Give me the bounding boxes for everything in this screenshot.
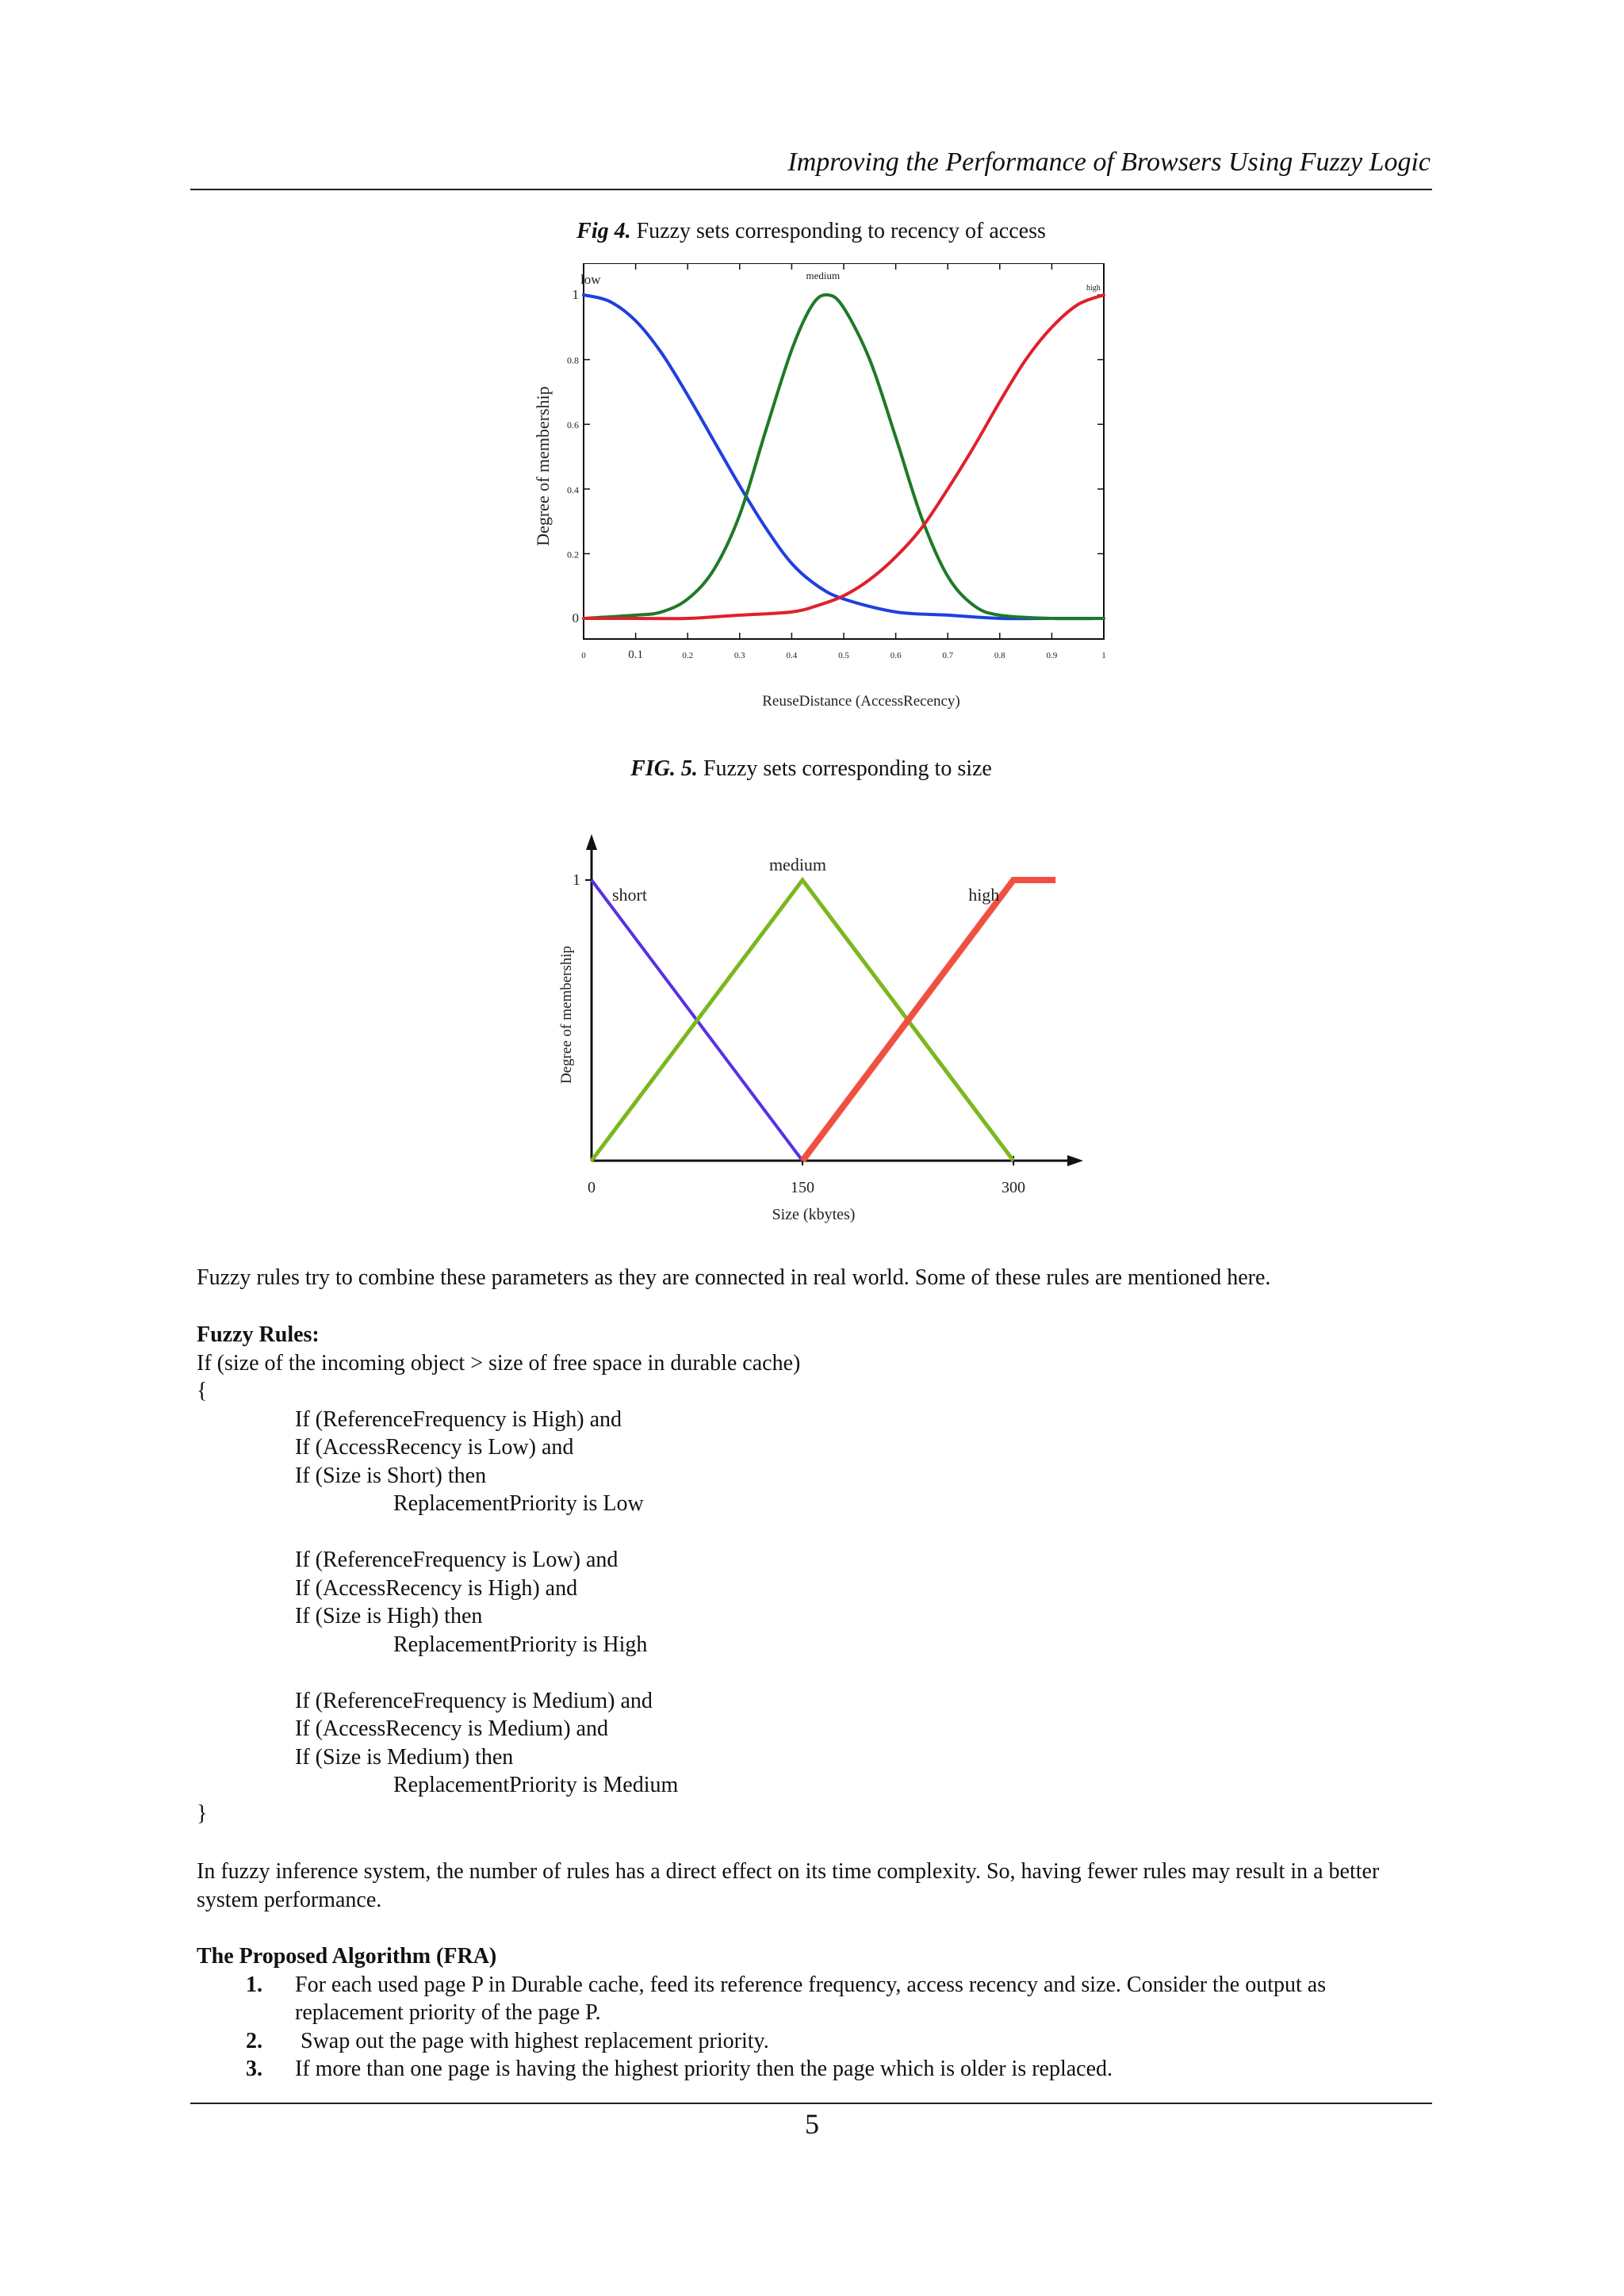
fig4-x-tick-label: 0.5	[838, 651, 849, 660]
fig4-x-tick-label: 0.2	[682, 651, 694, 660]
rule-line: If (AccessRecency is Medium) and	[295, 1716, 608, 1741]
footer-rule	[190, 2103, 1432, 2104]
fig4-chart	[523, 263, 1110, 723]
fig4-y-tick-label: 0	[572, 610, 579, 626]
step-number: 2.	[246, 2028, 262, 2053]
rule-line: If (ReferenceFrequency is Low) and	[295, 1548, 619, 1572]
fig4-y-tick-label: 0.8	[567, 354, 579, 366]
fig4-series-low-line	[584, 295, 1104, 618]
rule-consequent: ReplacementPriority is Low	[393, 1491, 644, 1516]
fig4-plot-frame	[584, 263, 1104, 639]
algorithm-section	[197, 1942, 1431, 2084]
fig5-y-axis-arrow	[586, 834, 597, 850]
fig4-y-axis-label: Degree of membership	[533, 386, 553, 546]
fuzzy-rules-heading: Fuzzy Rules:	[197, 1322, 320, 1347]
step-text: Swap out the page with highest replacement priority.	[295, 2028, 769, 2053]
rule-line: If (Size is High) then	[295, 1604, 483, 1628]
algorithm-step	[197, 2027, 1431, 2056]
fig5-ticks	[573, 871, 1025, 1196]
fig5-label-medium: medium	[768, 855, 827, 874]
fig5-label-high: high	[968, 885, 1000, 905]
rule-line: If (AccessRecency is Low) and	[295, 1435, 574, 1460]
rule-line: If (Size is Medium) then	[295, 1744, 514, 1770]
page-number: 5	[805, 2108, 819, 2140]
fig5-x-tick-label: 300	[1002, 1179, 1025, 1196]
fig5-caption-text: Fuzzy sets corresponding to size	[697, 756, 992, 781]
rule-line: If (AccessRecency is High) and	[295, 1575, 578, 1601]
fig4-x-tick-label: 0	[581, 651, 586, 660]
step-text: If more than one page is having the highest priority then the page which is older is replaced.	[295, 2057, 1113, 2081]
fig4-plot-border	[584, 263, 1104, 639]
fig5-caption-label: FIG. 5.	[630, 756, 698, 781]
fig5-series-high-line	[802, 880, 1055, 1161]
complexity-paragraph: In fuzzy inference system, the number of rules has a direct effect on its time complexity. So, having fewer rules may result in a better system performance.	[197, 1859, 1380, 1912]
fig5-x-axis-arrow	[1067, 1155, 1083, 1166]
fig4-x-tick-label: 0.1	[628, 649, 643, 661]
fig5-series-group	[592, 880, 1055, 1161]
fig5-chart	[547, 825, 1102, 1237]
fig4-x-tick-label: 0.4	[786, 651, 798, 660]
fig4-x-ticks	[581, 263, 1106, 661]
step-number: 1.	[246, 1972, 262, 1997]
fig4-series-group	[584, 295, 1104, 618]
fig5-x-tick-label: 0	[588, 1179, 596, 1196]
fig4-caption	[190, 219, 1432, 244]
rule-line: If (ReferenceFrequency is Medium) and	[295, 1688, 653, 1713]
fig4-x-tick-label: 1	[1101, 651, 1106, 660]
header-rule	[190, 189, 1432, 190]
rule-spacer	[197, 1659, 1431, 1687]
fig4-y-tick-label: 0.2	[567, 549, 579, 561]
fig4-x-axis-label: ReuseDistance (AccessRecency)	[762, 693, 960, 710]
fig4-x-tick-label: 0.6	[890, 651, 902, 660]
fig4-x-tick-label: 0.7	[942, 651, 954, 660]
fig4-x-tick-label: 0.9	[1046, 651, 1058, 660]
fig4-label-low: low	[580, 272, 601, 287]
rule-spacer	[197, 1518, 1431, 1547]
algorithm-step	[197, 1971, 1431, 2027]
running-title: Improving the Performance of Browsers Using Fuzzy Logic	[787, 147, 1431, 177]
fig5-label-short: short	[612, 885, 647, 905]
step-text: For each used page P in Durable cache, feed its reference frequency, access recency and size. Consider the output as replacement priority of the page P.	[295, 1972, 1327, 2025]
fig5-x-tick-label: 150	[791, 1179, 814, 1196]
open-brace: {	[197, 1379, 208, 1403]
fig5-y-axis-label: Degree of membership	[558, 945, 575, 1085]
fig4-series-high-line	[584, 295, 1104, 618]
fig5-caption	[190, 756, 1432, 782]
fig4-caption-text: Fuzzy sets corresponding to recency of access	[630, 219, 1046, 243]
fig4-series-labels	[580, 270, 1101, 293]
algorithm-step	[197, 2055, 1431, 2084]
rule-consequent: ReplacementPriority is Medium	[393, 1773, 679, 1797]
fig5-series-labels	[612, 855, 999, 905]
fig4-label-high: high	[1086, 284, 1101, 293]
fuzzy-rules-block	[197, 1321, 1431, 1827]
rule-line: If (Size is Short) then	[295, 1463, 487, 1488]
intro-paragraph: Fuzzy rules try to combine these parameters as they are connected in real world. Some of these rules are mentioned here.	[197, 1265, 1271, 1290]
fig4-y-tick-label: 1	[572, 287, 579, 302]
fig4-x-tick-label: 0.8	[994, 651, 1005, 660]
fig4-series-medium-line	[584, 295, 1104, 618]
close-brace: }	[197, 1800, 208, 1826]
rule-line: If (ReferenceFrequency is High) and	[295, 1406, 622, 1432]
algorithm-heading: The Proposed Algorithm (FRA)	[197, 1944, 497, 1969]
fig4-y-tick-label: 0.6	[567, 419, 579, 431]
fuzzy-rules-condition: If (size of the incoming object > size of free space in durable cache)	[197, 1350, 801, 1376]
fig5-y-tick-label: 1	[573, 871, 580, 889]
fig4-label-medium: medium	[806, 270, 841, 281]
fig4-y-ticks	[567, 287, 1104, 626]
fig5-series-medium-line	[592, 880, 1013, 1161]
fig4-x-tick-label: 0.3	[733, 651, 745, 660]
rule-consequent: ReplacementPriority is High	[393, 1632, 648, 1657]
fig4-caption-label: Fig 4.	[576, 219, 631, 243]
fig4-y-tick-label: 0.4	[567, 484, 579, 496]
fig5-x-axis-label: Size (kbytes)	[772, 1206, 856, 1223]
step-number: 3.	[246, 2057, 262, 2081]
